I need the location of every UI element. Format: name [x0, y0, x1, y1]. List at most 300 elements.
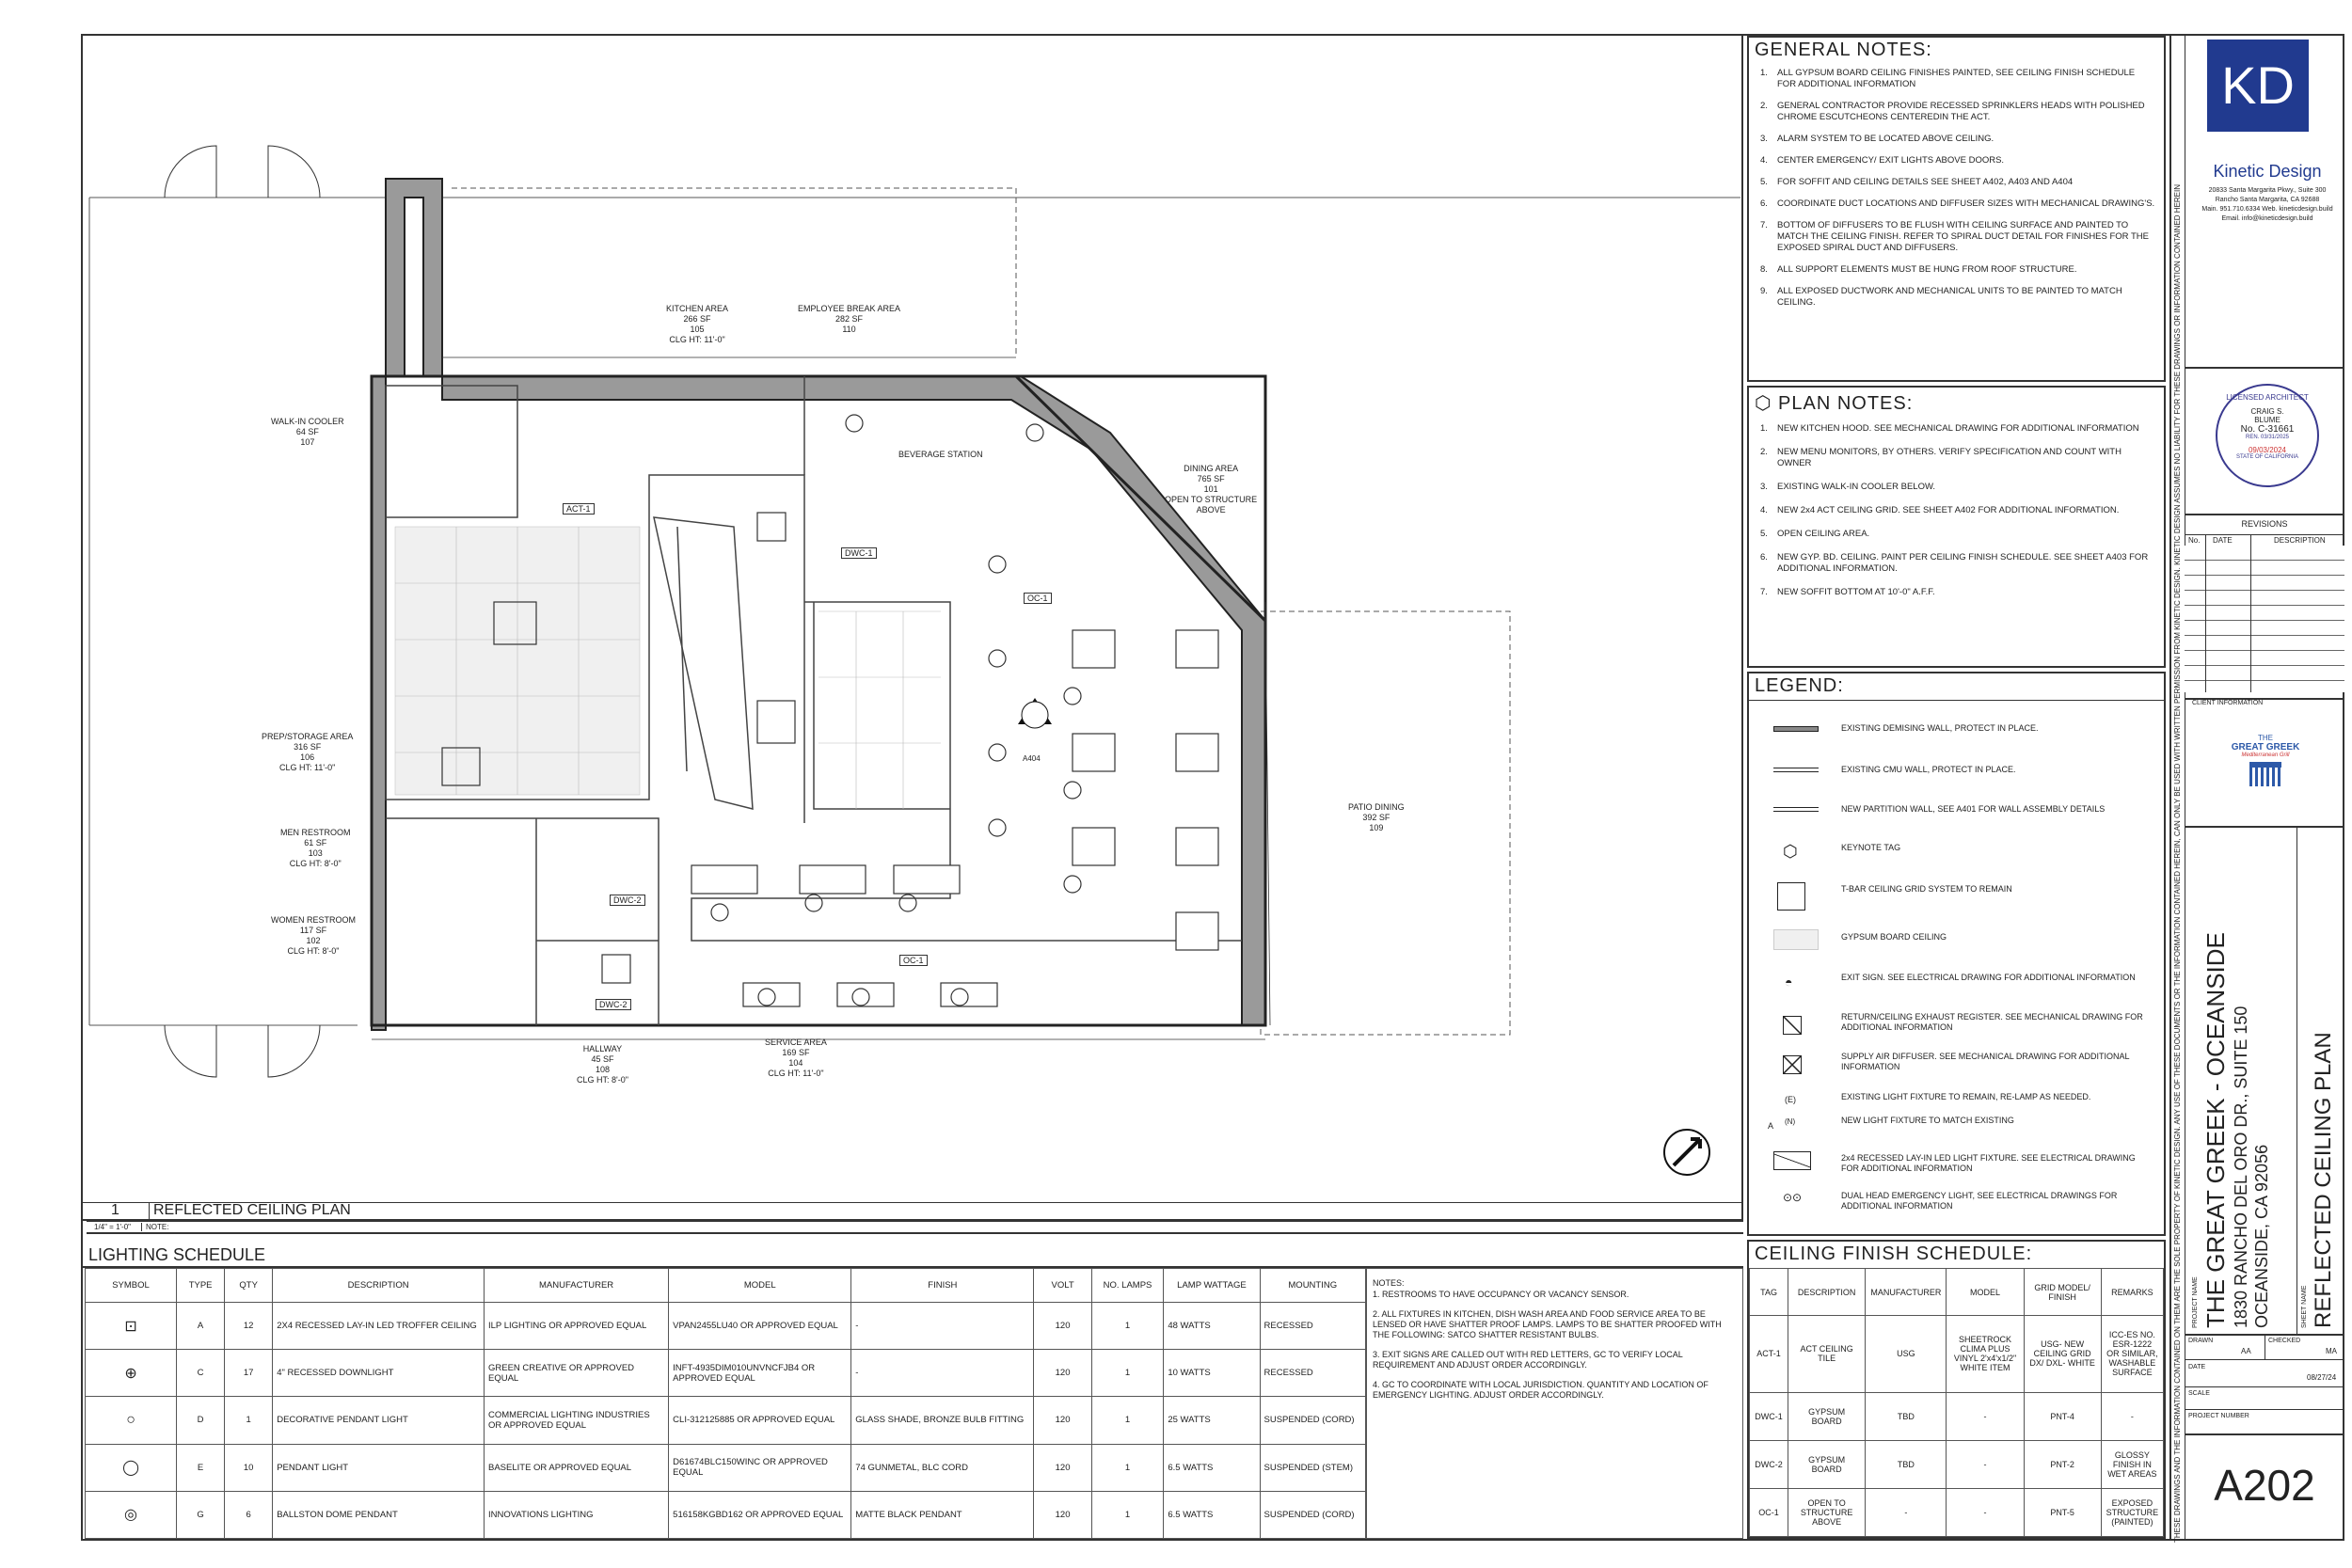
plan-note: [1760, 505, 2155, 516]
plan-note: [1760, 447, 2155, 469]
drawn-value: AA: [2241, 1347, 2251, 1355]
room-name: PREP/STORAGE AREA: [262, 732, 354, 741]
note-number: 1.: [1760, 68, 1768, 78]
table-cell: GLOSSY FINISH IN WET AREAS: [2101, 1440, 2163, 1488]
fixture-symbol-icon: ○: [86, 1397, 177, 1444]
table-cell: 6.5 WATTS: [1164, 1491, 1260, 1538]
new-fixture-type-symbol: A: [1768, 1121, 1774, 1131]
ceiling-schedule-title: CEILING FINISH SCHEDULE:: [1755, 1243, 2033, 1264]
col-header: MANUFACTURER: [485, 1269, 669, 1303]
table-cell: 2X4 RECESSED LAY-IN LED TROFFER CEILING: [273, 1303, 485, 1350]
table-cell: 1: [1091, 1350, 1164, 1397]
room-number: 102: [306, 936, 321, 945]
room-name: SERVICE AREA: [765, 1037, 827, 1047]
legend-item: DUAL HEAD EMERGENCY LIGHT, SEE ELECTRICAL DRAWINGS FOR ADDITIONAL INFORMATION: [1841, 1191, 2118, 1211]
col-header: VOLT: [1034, 1269, 1091, 1303]
cmu-wall-symbol: [1773, 768, 1819, 772]
table-cell: 48 WATTS: [1164, 1303, 1260, 1350]
stamp-date: 09/03/2024: [2248, 446, 2287, 454]
scale-label: SCALE: [2188, 1390, 2210, 1397]
room-name: HALLWAY: [582, 1044, 623, 1053]
room-height: CLG HT: 8'-0": [577, 1075, 628, 1085]
title-fields: [2185, 1334, 2344, 1541]
room-hallway: [577, 1044, 628, 1085]
stamp-top: LICENSED ARCHITECT: [2226, 393, 2309, 402]
revisions-title: REVISIONS: [2241, 519, 2288, 529]
stamp-renewal: REN. 03/31/2025: [2245, 435, 2290, 440]
note-number: 4.: [1760, 505, 1768, 515]
table-cell: ACT CEILING TILE: [1788, 1316, 1866, 1393]
table-cell: VPAN2455LU40 OR APPROVED EQUAL: [669, 1303, 851, 1350]
table-cell: TBD: [1866, 1392, 1947, 1440]
supply-diffuser-icon: [1783, 1055, 1802, 1074]
project-label: PROJECT NAME: [2192, 1276, 2199, 1328]
table-cell: 6.5 WATTS: [1164, 1444, 1260, 1491]
table-cell: 120: [1034, 1444, 1091, 1491]
room-kitchen: [666, 304, 728, 345]
note-text: ALARM SYSTEM TO BE LOCATED ABOVE CEILING.: [1777, 134, 1994, 144]
floor-plan: [83, 36, 1743, 1221]
firm-address-line: Rancho Santa Margarita, CA 92688: [2215, 197, 2320, 203]
tbar-grid-icon: [1777, 882, 1805, 911]
table-cell: CLI-312125885 OR APPROVED EQUAL: [669, 1397, 851, 1444]
plan-notes-list: [1760, 423, 2155, 610]
architect-stamp: [2216, 384, 2319, 487]
room-name: WOMEN RESTROOM: [271, 915, 356, 925]
note-number: 6.: [1760, 198, 1768, 209]
room-prep: [262, 732, 353, 773]
table-cell: 25 WATTS: [1164, 1397, 1260, 1444]
table-cell: 1: [1091, 1303, 1164, 1350]
note-number: 6.: [1760, 552, 1768, 562]
room-number: 103: [308, 848, 323, 858]
room-area: 282 SF: [835, 314, 864, 324]
col-header: MOUNTING: [1260, 1269, 1365, 1303]
table-row: [1750, 1488, 2164, 1536]
fixture-symbol-icon: ◯: [86, 1444, 177, 1491]
lighting-note: 2. ALL FIXTURES IN KITCHEN, DISH WASH AREA AND FOOD SERVICE AREA TO BE LENSED OR HAVE SHATTER PROOF LAMPS. LAMPS TO BE SHATTER PROOFED WITH THE FOLLOWING: SATCO SHATTER RESISTANT BULBS.: [1373, 1309, 1722, 1339]
table-cell: -: [2101, 1392, 2163, 1440]
table-cell: SUSPENDED (CORD): [1260, 1491, 1365, 1538]
existing-fixture-symbol: (E): [1785, 1095, 1796, 1104]
table-cell: SUSPENDED (STEM): [1260, 1444, 1365, 1491]
fixture-symbol-icon: ◎: [86, 1491, 177, 1538]
room-name: PATIO DINING: [1348, 802, 1405, 812]
table-cell: -: [1866, 1488, 1947, 1536]
plan-note: [1760, 552, 2155, 575]
drawing-scale: 1/4" = 1'-0": [94, 1223, 132, 1231]
revisions-col: DATE: [2213, 536, 2233, 545]
plan-note: [1760, 529, 2155, 540]
lighting-note: 3. EXIT SIGNS ARE CALLED OUT WITH RED LETTERS, GC TO VERIFY LOCAL REQUIREMENT AND ADJUST ORDER ACCORDINGLY.: [1373, 1350, 1683, 1370]
room-name: KITCHEN AREA: [666, 304, 729, 313]
col-header: REMARKS: [2101, 1269, 2163, 1316]
table-row: [86, 1444, 1366, 1491]
table-cell: COMMERCIAL LIGHTING INDUSTRIES OR APPROVED EQUAL: [485, 1397, 669, 1444]
col-header: MODEL: [1947, 1269, 2024, 1316]
demising-wall-symbol: [1773, 726, 1819, 732]
room-area: 765 SF: [1197, 474, 1225, 483]
legend-item: SUPPLY AIR DIFFUSER. SEE MECHANICAL DRAWING FOR ADDITIONAL INFORMATION: [1841, 1052, 2130, 1071]
lighting-schedule-title: LIGHTING SCHEDULE: [88, 1245, 266, 1264]
tag-dwc1: DWC-1: [841, 547, 877, 559]
col-header: NO. LAMPS: [1091, 1269, 1164, 1303]
date-label: DATE: [2188, 1364, 2206, 1370]
drawing-scale-bar: [87, 1221, 1743, 1234]
table-cell: 10 WATTS: [1164, 1350, 1260, 1397]
room-name: DINING AREA: [1184, 464, 1239, 473]
table-row: [86, 1397, 1366, 1444]
drawing-area: [83, 36, 1743, 1221]
room-number: 109: [1369, 823, 1384, 832]
room-name: WALK-IN COOLER: [271, 417, 344, 426]
room-men: [280, 828, 351, 869]
table-row: [86, 1491, 1366, 1538]
room-height: CLG HT: 8'-0": [287, 946, 340, 956]
table-cell: USG: [1866, 1316, 1947, 1393]
stamp-state: STATE OF CALIFORNIA: [2235, 454, 2299, 460]
stamp-license: No. C-31661: [2240, 424, 2295, 435]
table-cell: 1: [1091, 1397, 1164, 1444]
table-cell: 120: [1034, 1491, 1091, 1538]
room-break: [798, 304, 900, 335]
lighting-notes-list: [1373, 1290, 1735, 1401]
note-number: 5.: [1760, 177, 1768, 187]
general-note: [1760, 198, 2155, 210]
table-cell: C: [177, 1350, 225, 1397]
col-header: MODEL: [669, 1269, 851, 1303]
table-cell: -: [851, 1303, 1034, 1350]
table-cell: MATTE BLACK PENDANT: [851, 1491, 1034, 1538]
project-name: THE GREAT GREEK - OCEANSIDE: [2201, 932, 2230, 1328]
table-cell: SUSPENDED (CORD): [1260, 1397, 1365, 1444]
tag-a404: A404: [1023, 754, 1041, 763]
col-header: GRID MODEL/ FINISH: [2024, 1269, 2101, 1316]
room-area: 266 SF: [683, 314, 711, 324]
firm-contact: Main. 951.710.6334 Web. kineticdesign.build: [2201, 206, 2333, 213]
note-number: 8.: [1760, 264, 1768, 275]
table-cell: 74 GUNMETAL, BLC CORD: [851, 1444, 1034, 1491]
room-name: EMPLOYEE BREAK AREA: [798, 304, 901, 313]
general-note: [1760, 101, 2155, 123]
client-label: CLIENT INFORMATION: [2192, 700, 2264, 706]
fixture-symbol-icon: ⊡: [86, 1303, 177, 1350]
table-cell: D: [177, 1397, 225, 1444]
general-note: [1760, 134, 2155, 145]
general-note: [1760, 155, 2155, 166]
drawing-title: REFLECTED CEILING PLAN: [153, 1202, 351, 1218]
table-cell: DWC-1: [1750, 1392, 1788, 1440]
table-row: [1750, 1440, 2164, 1488]
table-cell: BASELITE OR APPROVED EQUAL: [485, 1444, 669, 1491]
legend-item: EXISTING DEMISING WALL, PROTECT IN PLACE.: [1841, 723, 2039, 733]
table-cell: DWC-2: [1750, 1440, 1788, 1488]
room-note: ABOVE: [1196, 505, 1226, 515]
plan-note: [1760, 482, 2155, 493]
room-name: MEN RESTROOM: [280, 828, 351, 837]
col-header: TYPE: [177, 1269, 225, 1303]
note-number: 9.: [1760, 286, 1768, 296]
table-cell: PENDANT LIGHT: [273, 1444, 485, 1491]
col-header: QTY: [225, 1269, 273, 1303]
table-cell: 1: [1091, 1491, 1164, 1538]
room-service: [765, 1037, 827, 1079]
table-cell: SHEETROCK CLIMA PLUS VINYL 2'x4'x1/2" WHITE ITEM: [1947, 1316, 2024, 1393]
new-fixture-symbol: (N): [1785, 1117, 1796, 1126]
table-cell: GYPSUM BOARD: [1788, 1392, 1866, 1440]
table-row: [1750, 1316, 2164, 1393]
fixture-symbol-icon: ⊕: [86, 1350, 177, 1397]
exit-sign-icon: ◓: [1785, 974, 1793, 990]
table-cell: DECORATIVE PENDANT LIGHT: [273, 1397, 485, 1444]
room-women: [271, 915, 356, 957]
room-number: 105: [690, 325, 705, 334]
table-cell: PNT-4: [2024, 1392, 2101, 1440]
kinetic-design-logo: KD: [2207, 40, 2309, 132]
column-icon: [2249, 762, 2281, 786]
table-cell: 120: [1034, 1303, 1091, 1350]
firm-address-line: 20833 Santa Margarita Pkwy., Suite 300: [2208, 187, 2327, 194]
room-height: CLG HT: 11'-0": [669, 335, 725, 344]
lighting-notes: [1366, 1268, 1743, 1539]
plan-notes-title: PLAN NOTES:: [1778, 393, 1914, 414]
firm-name: Kinetic Design: [2213, 162, 2322, 181]
client-logo: [2201, 734, 2329, 786]
legend-item: KEYNOTE TAG: [1841, 843, 1901, 852]
lighting-note: 4. GC TO COORDINATE WITH LOCAL JURISDICTION. QUANTITY AND LOCATION OF EMERGENCY LIGHTING. ADJUST ORDER ACCORDINGLY.: [1373, 1380, 1708, 1400]
table-cell: -: [1947, 1440, 2024, 1488]
table-cell: 1: [225, 1397, 273, 1444]
tag-dwc2: DWC-2: [610, 895, 645, 906]
table-cell: GYPSUM BOARD: [1788, 1440, 1866, 1488]
drawing-note-label: NOTE:: [141, 1223, 168, 1231]
room-area: 392 SF: [1362, 813, 1391, 822]
note-text: NEW 2x4 ACT CEILING GRID. SEE SHEET A402 FOR ADDITIONAL INFORMATION.: [1777, 505, 2120, 515]
table-cell: RECESSED: [1260, 1303, 1365, 1350]
note-text: CENTER EMERGENCY/ EXIT LIGHTS ABOVE DOORS.: [1777, 155, 2005, 166]
room-area: 64 SF: [295, 427, 319, 436]
note-text: EXISTING WALK-IN COOLER BELOW.: [1777, 482, 1936, 492]
project-address-line: OCEANSIDE, CA 92056: [2252, 1144, 2271, 1328]
room-height: CLG HT: 11'-0": [768, 1069, 824, 1078]
note-text: COORDINATE DUCT LOCATIONS AND DIFFUSER SIZES WITH MECHANICAL DRAWING'S.: [1777, 198, 2155, 209]
col-header: LAMP WATTAGE: [1164, 1269, 1260, 1303]
table-cell: OC-1: [1750, 1488, 1788, 1536]
room-number: 110: [842, 325, 856, 334]
revisions-col: No.: [2188, 536, 2201, 545]
plan-notes: [1747, 386, 2166, 668]
project-address-line: 1830 RANCHO DEL ORO DR., SUITE 150: [2232, 1006, 2250, 1328]
revisions-col: DESCRIPTION: [2274, 536, 2326, 545]
room-area: 45 SF: [591, 1054, 614, 1064]
note-number: 4.: [1760, 155, 1768, 166]
table-cell: D61674BLC150WINC OR APPROVED EQUAL: [669, 1444, 851, 1491]
lighting-notes-title: NOTES:: [1373, 1278, 1405, 1288]
table-cell: 120: [1034, 1350, 1091, 1397]
room-number: 108: [595, 1065, 610, 1074]
room-note: OPEN TO STRUCTURE: [1165, 495, 1258, 504]
note-number: 5.: [1760, 529, 1768, 539]
note-number: 3.: [1760, 482, 1768, 492]
table-cell: 6: [225, 1491, 273, 1538]
col-header: DESCRIPTION: [1788, 1269, 1866, 1316]
table-cell: TBD: [1866, 1440, 1947, 1488]
return-register-icon: [1783, 1016, 1802, 1035]
sheet-name: REFLECTED CEILING PLAN: [2311, 1032, 2336, 1328]
room-area: 316 SF: [294, 742, 322, 752]
general-note: [1760, 286, 2155, 309]
drawing-title-bar: [83, 1202, 1743, 1219]
note-text: BOTTOM OF DIFFUSERS TO BE FLUSH WITH CEILING SURFACE AND PAINTED TO MATCH THE CEILING FINISH. REFER TO SPIRAL DUCT DETAIL FOR FINISHES FOR THE EXPOSED SPIRAL DUCT AND DIFFUSERS.: [1777, 220, 2150, 253]
note-text: GENERAL CONTRACTOR PROVIDE RECESSED SPRINKLERS HEADS WITH POLISHED CHROME ESCUTCHEONS CENTEREDIN THE ACT.: [1777, 101, 2145, 122]
table-cell: -: [851, 1350, 1034, 1397]
emergency-light-icon: ⊙⊙: [1783, 1191, 1803, 1204]
general-notes-title: GENERAL NOTES:: [1755, 40, 1932, 60]
table-cell: PNT-5: [2024, 1488, 2101, 1536]
legend: [1747, 672, 2166, 1236]
led-fixture-icon: [1773, 1151, 1811, 1170]
table-cell: ICC-ES NO. ESR-1222 OR SIMILAR, WASHABLE SURFACE: [2101, 1316, 2163, 1393]
note-text: ALL SUPPORT ELEMENTS MUST BE HUNG FROM ROOF STRUCTURE.: [1777, 264, 2077, 275]
firm-address: [2192, 186, 2343, 224]
client-logo-line: THE: [2258, 734, 2273, 742]
checked-label: CHECKED: [2268, 1338, 2301, 1344]
room-number: 101: [1203, 484, 1218, 494]
note-text: OPEN CEILING AREA.: [1777, 529, 1870, 539]
room-height: CLG HT: 8'-0": [289, 859, 342, 868]
legend-item: NEW PARTITION WALL, SEE A401 FOR WALL ASSEMBLY DETAILS: [1841, 804, 2106, 814]
note-text: NEW SOFFIT BOTTOM AT 10'-0" A.F.F.: [1777, 587, 1935, 597]
plan-note: [1760, 423, 2155, 435]
sheet-number: A202: [2214, 1461, 2315, 1510]
table-cell: GLASS SHADE, BRONZE BULB FITTING: [851, 1397, 1034, 1444]
note-text: FOR SOFFIT AND CEILING DETAILS SEE SHEET A402, A403 AND A404: [1777, 177, 2074, 187]
table-row: [1750, 1392, 2164, 1440]
room-dining: [1165, 464, 1257, 515]
room-number: 106: [300, 752, 315, 762]
table-cell: ILP LIGHTING OR APPROVED EQUAL: [485, 1303, 669, 1350]
client-logo-line: GREAT GREEK: [2231, 742, 2300, 752]
room-area: 117 SF: [299, 926, 327, 935]
col-header: SYMBOL: [86, 1269, 177, 1303]
tag-oc1-service: OC-1: [899, 955, 928, 966]
plan-note: [1760, 587, 2155, 598]
table-cell: RECESSED: [1260, 1350, 1365, 1397]
general-note: [1760, 177, 2155, 188]
room-cooler: [271, 417, 344, 448]
table-cell: EXPOSED STRUCTURE (PAINTED): [2101, 1488, 2163, 1536]
room-area: 169 SF: [782, 1048, 810, 1057]
drawing-number: 1: [111, 1202, 119, 1218]
table-cell: 12: [225, 1303, 273, 1350]
keynote-tag-icon: ⬡: [1783, 842, 1798, 861]
table-cell: 10: [225, 1444, 273, 1491]
legend-item: EXIT SIGN. SEE ELECTRICAL DRAWING FOR ADDITIONAL INFORMATION: [1841, 973, 2136, 982]
table-cell: OPEN TO STRUCTURE ABOVE: [1788, 1488, 1866, 1536]
note-number: 2.: [1760, 101, 1768, 111]
checked-value: MA: [2326, 1347, 2337, 1355]
col-header: FINISH: [851, 1269, 1034, 1303]
note-number: 3.: [1760, 134, 1768, 144]
gypsum-ceiling-symbol: [1773, 929, 1819, 950]
note-text: NEW MENU MONITORS, BY OTHERS. VERIFY SPECIFICATION AND COUNT WITH OWNER: [1777, 447, 2122, 468]
legend-item: GYPSUM BOARD CEILING: [1841, 932, 1947, 942]
note-number: 7.: [1760, 220, 1768, 230]
tag-oc1: OC-1: [1024, 593, 1052, 604]
drawn-label: DRAWN: [2188, 1338, 2214, 1344]
table-row: [86, 1303, 1366, 1350]
room-beverage: BEVERAGE STATION: [898, 450, 983, 459]
revisions-block: [2185, 517, 2344, 696]
table-cell: A: [177, 1303, 225, 1350]
legend-item: EXISTING LIGHT FIXTURE TO REMAIN, RE-LAMP AS NEEDED.: [1841, 1092, 2091, 1101]
legend-item: T-BAR CEILING GRID SYSTEM TO REMAIN: [1841, 884, 2012, 894]
table-cell: 516158KGBD162 OR APPROVED EQUAL: [669, 1491, 851, 1538]
hexagon-icon: ⬡: [1755, 393, 1772, 414]
col-header: DESCRIPTION: [273, 1269, 485, 1303]
date-value: 08/27/24: [2307, 1373, 2337, 1382]
table-row: [86, 1350, 1366, 1397]
lighting-note: 1. RESTROOMS TO HAVE OCCUPANCY OR VACANCY SENSOR.: [1373, 1290, 1629, 1299]
table-cell: INFT-4935DIM010UNVNCFJB4 OR APPROVED EQUAL: [669, 1350, 851, 1397]
table-cell: USG- NEW CEILING GRID DX/ DXL- WHITE: [2024, 1316, 2101, 1393]
ceiling-table: [1749, 1268, 2164, 1537]
table-cell: GREEN CREATIVE OR APPROVED EQUAL: [485, 1350, 669, 1397]
room-area: 61 SF: [304, 838, 327, 847]
table-cell: 1: [1091, 1444, 1164, 1491]
note-number: 1.: [1760, 423, 1768, 434]
partition-wall-symbol: [1773, 807, 1819, 812]
disclaimer-text: THESE DRAWINGS AND THE INFORMATION CONTAINED ON THEM ARE THE SOLE PROPERTY OF KINETIC DESIGN. ANY USE OF THESE DOCUMENTS OR THE INFORMATION CONTAINED HEREIN, CAN ONLY BE USED WITH WRITTEN PERMISSION FROM KINETIC DESIGN. KINETIC DESIGN ASSUMES NO LIABILITY FOR THESE DRAWINGS OR INFORMATION CONTAINED HEREIN: [2173, 183, 2182, 1543]
stamp-name: BLUME: [2254, 416, 2280, 424]
tag-dwc2-hall: DWC-2: [596, 999, 631, 1010]
stamp-name: CRAIG S.: [2250, 407, 2284, 416]
lighting-table: [85, 1268, 1366, 1539]
general-notes-list: [1760, 68, 2155, 319]
legend-item: EXISTING CMU WALL, PROTECT IN PLACE.: [1841, 765, 2016, 774]
table-cell: PNT-2: [2024, 1440, 2101, 1488]
table-cell: G: [177, 1491, 225, 1538]
general-note: [1760, 68, 2155, 90]
table-cell: 120: [1034, 1397, 1091, 1444]
note-text: NEW GYP. BD. CEILING. PAINT PER CEILING FINISH SCHEDULE. SEE SHEET A403 FOR ADDITIONAL INFORMATION.: [1777, 552, 2149, 574]
table-cell: ACT-1: [1750, 1316, 1788, 1393]
room-number: 107: [300, 437, 315, 447]
general-note: [1760, 264, 2155, 276]
note-number: 7.: [1760, 587, 1768, 597]
col-header: TAG: [1750, 1269, 1788, 1316]
legend-item: NEW LIGHT FIXTURE TO MATCH EXISTING: [1841, 1116, 2014, 1125]
note-number: 2.: [1760, 447, 1768, 457]
general-notes: [1747, 36, 2166, 382]
room-number: 104: [788, 1058, 803, 1068]
table-cell: E: [177, 1444, 225, 1491]
table-cell: INNOVATIONS LIGHTING: [485, 1491, 669, 1538]
room-height: CLG HT: 11'-0": [279, 763, 336, 772]
table-cell: 4" RECESSED DOWNLIGHT: [273, 1350, 485, 1397]
legend-item: RETURN/CEILING EXHAUST REGISTER. SEE MECHANICAL DRAWING FOR ADDITIONAL INFORMATION: [1841, 1012, 2143, 1032]
general-note: [1760, 220, 2155, 254]
firm-email: Email. info@kineticdesign.build: [2221, 215, 2313, 222]
table-cell: -: [1947, 1488, 2024, 1536]
table-cell: -: [1947, 1392, 2024, 1440]
tag-act1: ACT-1: [563, 503, 595, 515]
room-patio: [1348, 802, 1405, 833]
note-text: NEW KITCHEN HOOD. SEE MECHANICAL DRAWING FOR ADDITIONAL INFORMATION: [1777, 423, 2139, 434]
col-header: MANUFACTURER: [1866, 1269, 1947, 1316]
client-logo-line: Mediterranean Grill: [2241, 752, 2290, 758]
legend-item: 2x4 RECESSED LAY-IN LED LIGHT FIXTURE. SEE ELECTRICAL DRAWING FOR ADDITIONAL INFORMATION: [1841, 1153, 2136, 1173]
